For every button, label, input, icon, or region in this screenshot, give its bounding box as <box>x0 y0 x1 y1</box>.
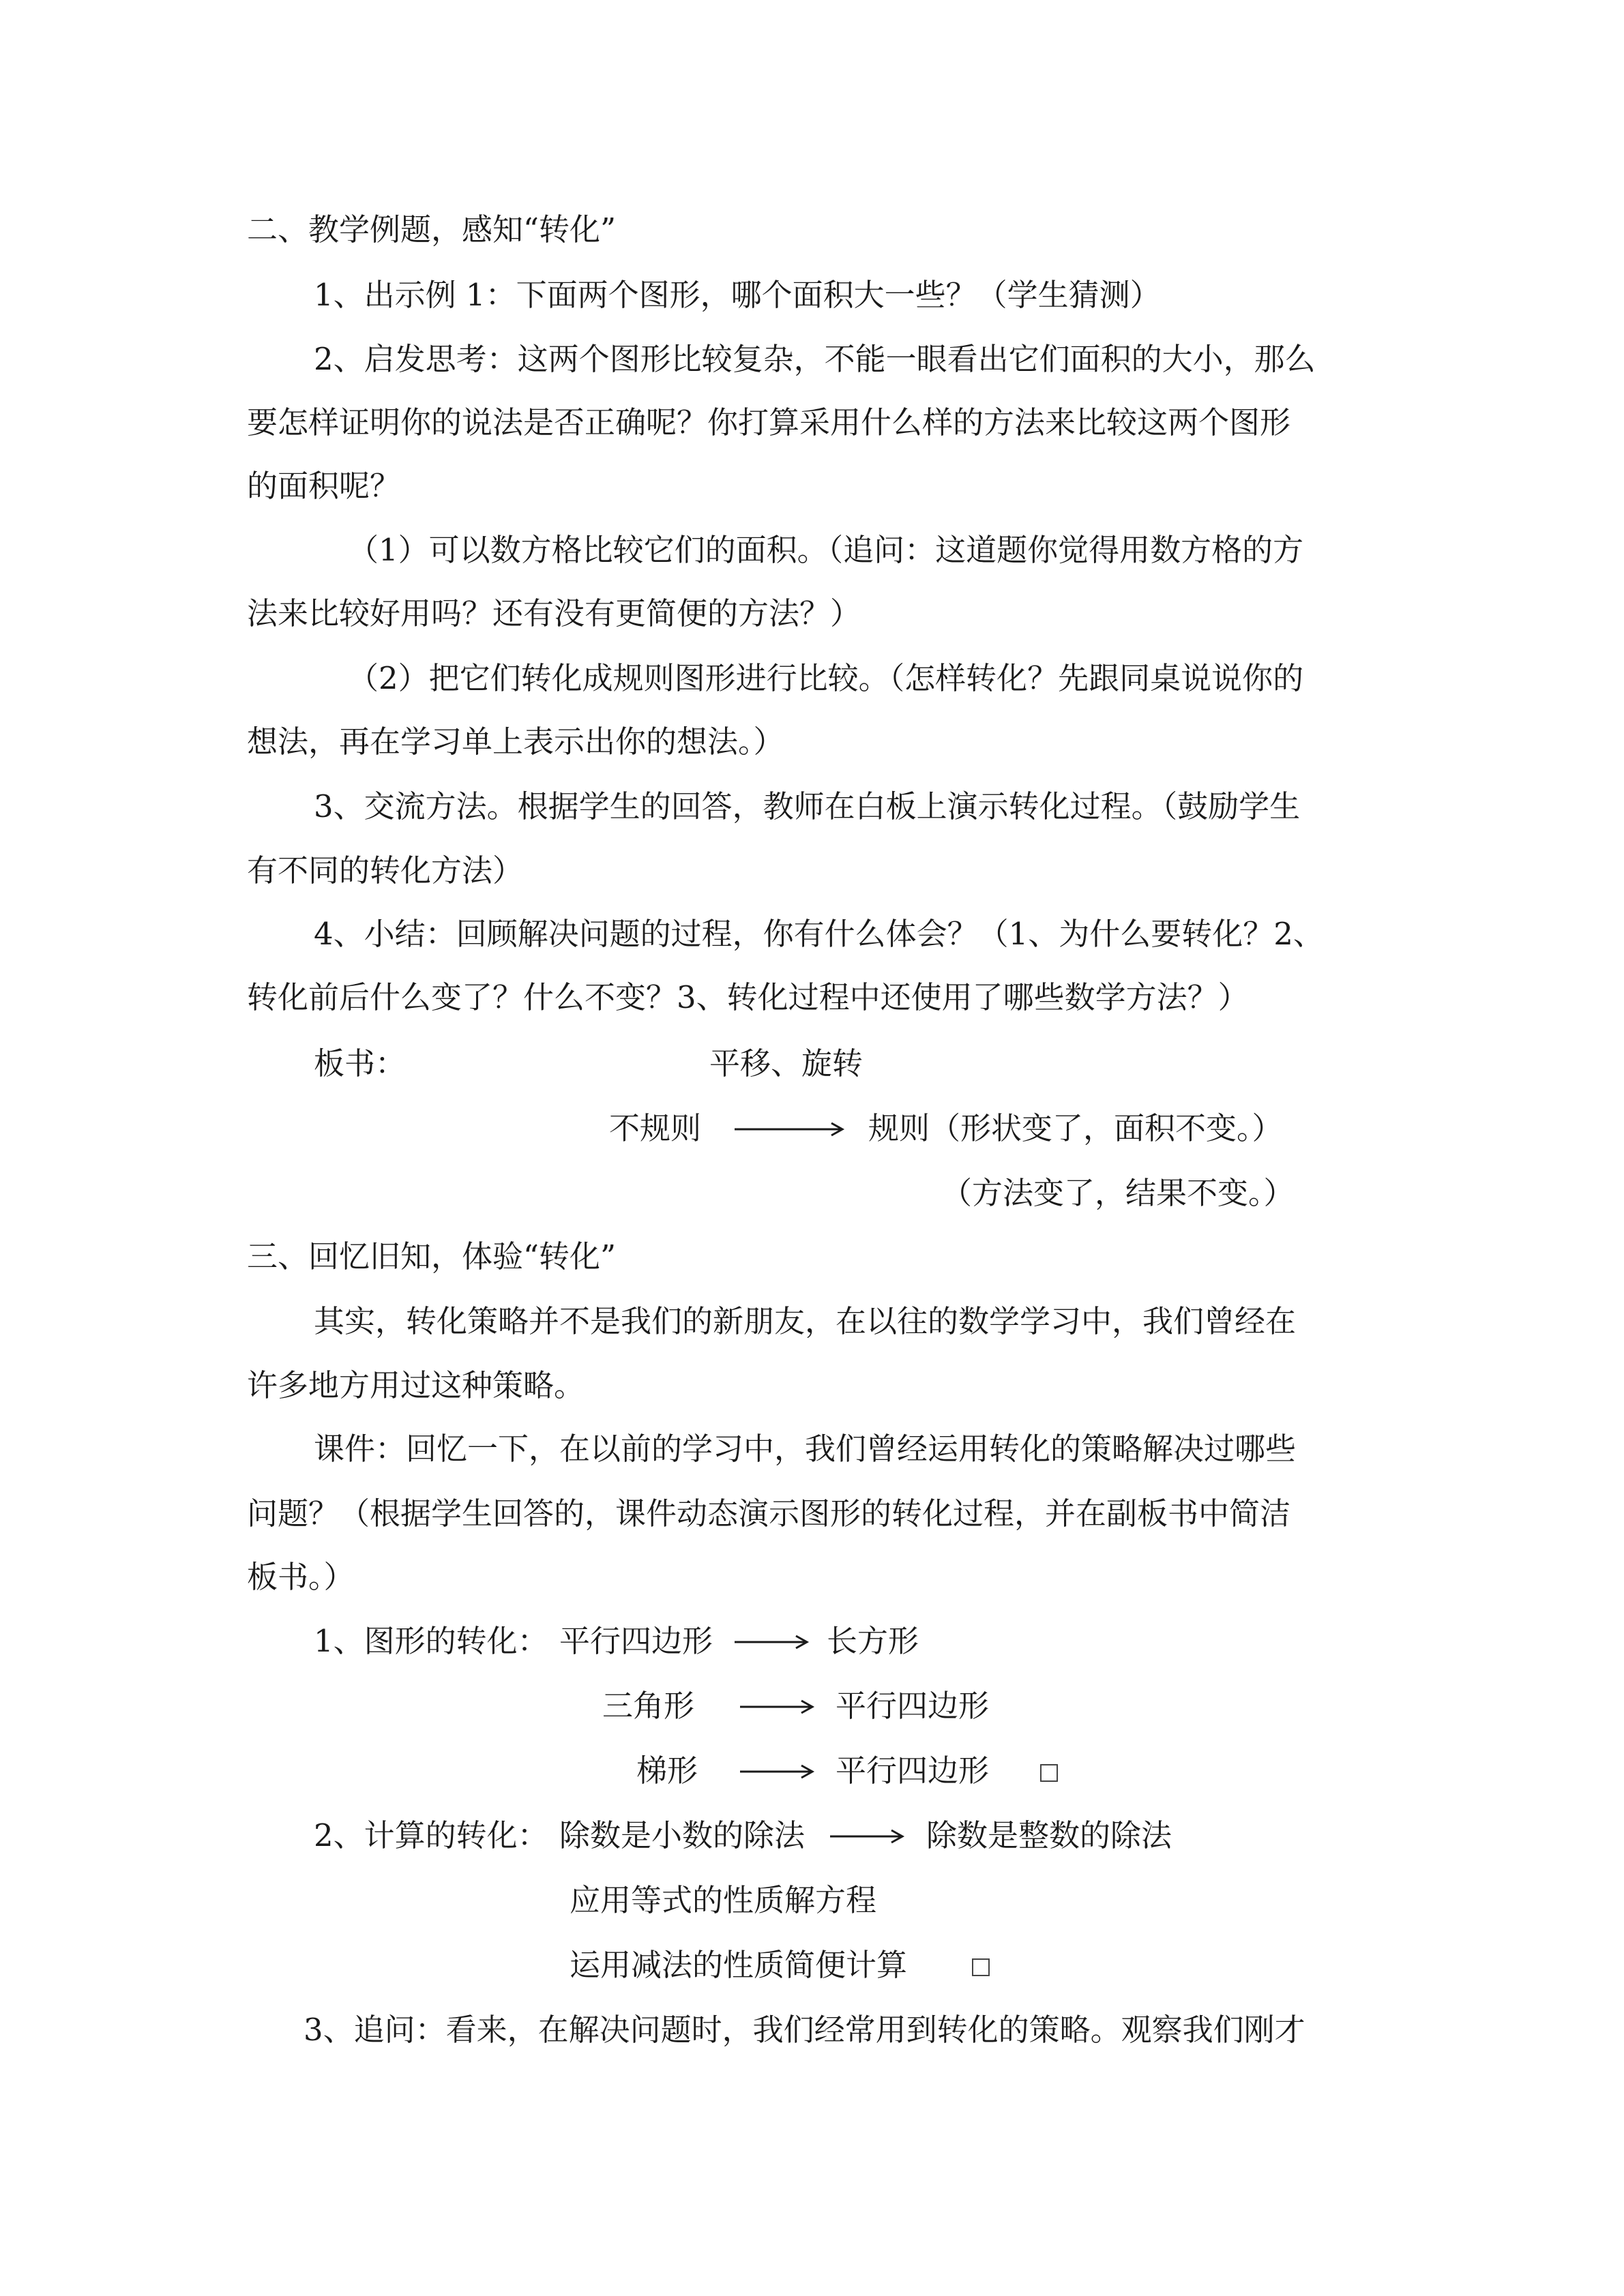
right-arrow-icon <box>739 1697 815 1717</box>
paragraph-item-2-line-3: 的面积呢？ <box>247 468 401 504</box>
calc-to: 除数是整数的除法 <box>926 1817 1172 1853</box>
sub-item-2-line-2: 想法，再在学习单上表示出你的想法。） <box>247 724 784 760</box>
board-label: 板书： <box>314 1045 407 1082</box>
paragraph-2-line-2: 问题？（根据学生回答的，课件动态演示图形的转化过程，并在副板书中简洁 <box>247 1495 1291 1532</box>
sub-item-2-line-1: （2）把它们转化成规则图形进行比较。（怎样转化？先跟同桌说说你的 <box>348 660 1304 696</box>
paragraph-item-4-line-2: 转化前后什么变了？什么不变？3、转化过程中还使用了哪些数学方法？） <box>247 979 1249 1015</box>
calc-transform-label: 2、计算的转化： <box>314 1817 548 1853</box>
right-arrow-icon <box>829 1826 905 1847</box>
right-arrow-icon <box>733 1632 810 1652</box>
figure-row-2-from: 三角形 <box>602 1688 695 1724</box>
calc-line-2: 应用等式的性质解方程 <box>570 1882 877 1918</box>
paragraph-item-2-line-2: 要怎样证明你的说法是否正确呢？你打算采用什么样的方法来比较这两个图形 <box>247 404 1291 441</box>
paragraph-item-2-line-1: 2、启发思考：这两个图形比较复杂，不能一眼看出它们面积的大小，那么 <box>314 341 1316 377</box>
paragraph-item-3-line-2: 有不同的转化方法） <box>247 852 524 889</box>
checkbox-square-icon <box>1040 1764 1058 1782</box>
right-arrow-icon <box>739 1761 815 1782</box>
figure-row-1-from: 平行四边形 <box>559 1623 713 1659</box>
figure-row-2-to: 平行四边形 <box>836 1688 990 1724</box>
section-heading-3: 三、回忆旧知，体验“转化” <box>247 1238 617 1274</box>
figure-row-3-to: 平行四边形 <box>836 1753 990 1789</box>
figure-row-1-to: 长方形 <box>827 1623 919 1659</box>
board-right-text: 规则（形状变了，面积不变。） <box>868 1110 1283 1146</box>
section-heading-2: 二、教学例题，感知“转化” <box>247 211 617 248</box>
paragraph-1-line-2: 许多地方用过这种策略。 <box>247 1367 585 1403</box>
paragraph-2-line-1: 课件：回忆一下，在以前的学习中，我们曾经运用转化的策略解决过哪些 <box>314 1431 1297 1467</box>
paragraph-1-line-1: 其实，转化策略并不是我们的新朋友，在以往的数学学习中，我们曾经在 <box>314 1303 1297 1339</box>
figure-transform-label: 1、图形的转化： <box>314 1623 548 1659</box>
calc-line-3: 运用减法的性质简便计算 <box>570 1947 908 1983</box>
paragraph-item-1: 1、出示例 1：下面两个图形，哪个面积大一些？（学生猜测） <box>314 277 1161 313</box>
paragraph-item-3-line-1: 3、交流方法。根据学生的回答，教师在白板上演示转化过程。（鼓励学生 <box>314 788 1301 824</box>
calc-from: 除数是小数的除法 <box>559 1817 806 1853</box>
board-left-text: 不规则 <box>609 1110 702 1146</box>
paragraph-2-line-3: 板书。） <box>247 1559 355 1595</box>
sub-item-1-line-2: 法来比较好用吗？还有没有更简便的方法？） <box>247 595 861 631</box>
checkbox-square-icon <box>972 1958 990 1976</box>
board-second-line: （方法变了，结果不变。） <box>941 1175 1295 1211</box>
board-top-text: 平移、旋转 <box>709 1045 863 1082</box>
paragraph-item-4-line-1: 4、小结：回顾解决问题的过程，你有什么体会？（1、为什么要转化？2、 <box>314 916 1324 952</box>
sub-item-1-line-1: （1）可以数方格比较它们的面积。（追问：这道题你觉得用数方格的方 <box>348 532 1304 568</box>
right-arrow-icon <box>733 1119 846 1139</box>
paragraph-item-3-followup: 3、追问：看来，在解决问题时，我们经常用到转化的策略。观察我们刚才 <box>304 2012 1305 2048</box>
figure-row-3-from: 梯形 <box>636 1753 698 1789</box>
